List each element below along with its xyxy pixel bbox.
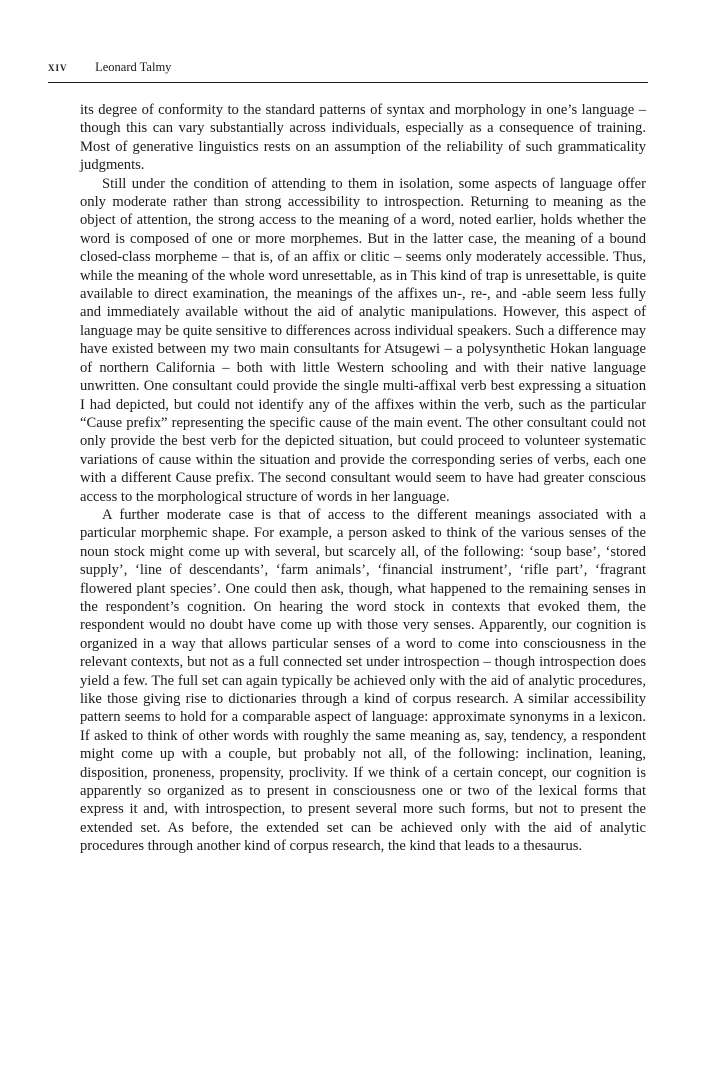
paragraph-1: its degree of conformity to the standard patterns of syntax and morphology in one’s language – though this can vary substantially across individuals, especially as a consequence of training. Most of generative linguistics rests on an assumption of the reliability of such grammaticality judgments. xyxy=(80,102,646,174)
running-head xyxy=(48,58,648,83)
paragraph-3: A further moderate case is that of access to the different meanings associated with a particular morphemic shape. For example, a person asked to think of the various senses of the noun stock might come up with several, but scarcely all, of the following: ‘soup base’, ‘stored supply’, ‘line of descendants’, ‘farm animals’, ‘financial instrument’, ‘rifle part’, ‘fragrant flowered plant species’. One could then ask, though, what happened to the remaining senses in the respondent’s cognition. On hearing the word stock in contexts that evoked them, the respondent would no doubt have come up with those very senses. Apparently, our cognition is organized in a way that allows particular senses of a word to come into consciousness in the relevant contexts, but not as a full connected set under introspection – though introspection does yield a few. The full set can again typically be achieved only with the aid of analytic procedures, like those giving rise to dictionaries through a kind of corpus research. A similar accessibility pattern seems to hold for a comparable aspect of language: approximate synonyms in a lexicon. If asked to think of other words with roughly the same meaning as, say, tendency, a respondent might come up with a couple, but probably not all, of the following: inclination, leaning, disposition, proneness, propensity, proclivity. If we think of a certain concept, our cognition is apparently so organized as to present in consciousness one or two of the lexical forms that express it and, with introspection, to present several more such forms, but not to present the extended set. As before, the extended set can be achieved only with the aid of analytic procedures through another kind of corpus research, the kind that leads to a thesaurus. xyxy=(80,506,646,855)
paragraph-2: Still under the condition of attending to them in isolation, some aspects of language offer only moderate rather than strong accessibility to introspection. Returning to meaning as the object of attention, the strong access to the meaning of a word, noted earlier, holds whether the word is composed of one or more morphemes. But in the latter case, the meaning of a bound closed-class morpheme – that is, of an affix or clitic – seems only moderately accessible. Thus, while the meaning of the whole word unresettable, as in This kind of trap is unresettable, is quite available to direct examination, the meanings of the affixes un-, re-, and -able seem less fully and immediately available without the aid of analytic manipulations. However, this aspect of language may be quite sensitive to differences across individual speakers. Such a difference may have existed between my two main consultants for Atsugewi – a polysynthetic Hokan language of northern California – both with little Western schooling and with their native language unwritten. One consultant could provide the single multi-affixal verb best expressing a situation I had depicted, but could not identify any of the affixes within the verb, such as the particular “Cause prefix” representing the specific cause of the main event. The other consultant could not only provide the best verb for the depicted situation, but could proceed to volunteer systematic variations of cause within the situation and provide the corresponding series of verbs, each one with a different Cause prefix. The second consultant would seem to have had greater conscious access to the morphological structure of words in her language. xyxy=(80,175,646,505)
page-number: xiv xyxy=(48,60,68,74)
running-head-author: Leonard Talmy xyxy=(95,60,172,74)
body-text xyxy=(80,101,646,856)
